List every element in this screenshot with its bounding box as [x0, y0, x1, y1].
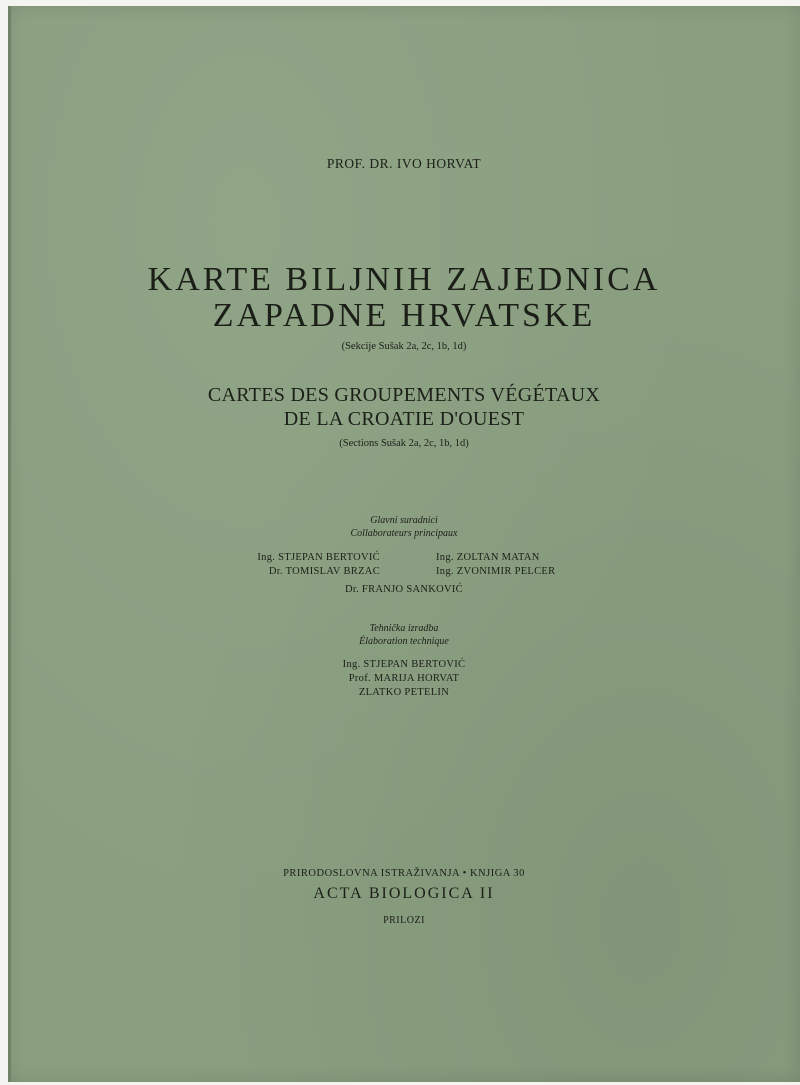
collaborator-name: Dr. TOMISLAV BRZAC: [268, 566, 380, 577]
french-title-line-2: DE LA CROATIE D'OUEST: [283, 408, 525, 430]
collaborator-name: Ing. STJEPAN BERTOVIĆ: [257, 552, 380, 563]
title-line-1: KARTE BILJNIH ZAJEDNICA: [147, 261, 661, 298]
technical-label-fr: Élaboration technique: [359, 636, 449, 647]
collaborator-name: Ing. ZOLTAN MATAN: [436, 552, 540, 563]
french-sections: (Sections Sušak 2a, 2c, 1b, 1d): [339, 438, 469, 449]
collaborators-label-fr: Collaborateurs principaux: [350, 528, 458, 539]
acta-title: ACTA BIOLOGICA II: [313, 885, 495, 902]
author-name: PROF. DR. IVO HORVAT: [326, 156, 482, 171]
appendix-label: PRILOZI: [383, 915, 425, 926]
book-cover: [8, 6, 800, 1082]
collaborator-name: Dr. FRANJO SANKOVIĆ: [344, 584, 463, 595]
french-title-line-1: CARTES DES GROUPEMENTS VÉGÉTAUX: [207, 384, 601, 406]
technical-staff-name: ZLATKO PETELIN: [358, 687, 450, 698]
title-line-2: ZAPADNE HRVATSKE: [212, 297, 596, 334]
collaborator-name: Ing. ZVONIMIR PELCER: [436, 566, 556, 577]
technical-staff-name: Ing. STJEPAN BERTOVIĆ: [342, 659, 466, 670]
title-sections: (Sekcije Sušak 2a, 2c, 1b, 1d): [341, 341, 467, 352]
series-title: PRIRODOSLOVNA ISTRAŽIVANJA • KNJIGA 30: [283, 868, 525, 879]
technical-staff-name: Prof. MARIJA HORVAT: [348, 673, 460, 684]
collaborators-label: Glavni suradnici: [370, 515, 438, 526]
technical-label: Tehnička izradba: [369, 623, 439, 634]
